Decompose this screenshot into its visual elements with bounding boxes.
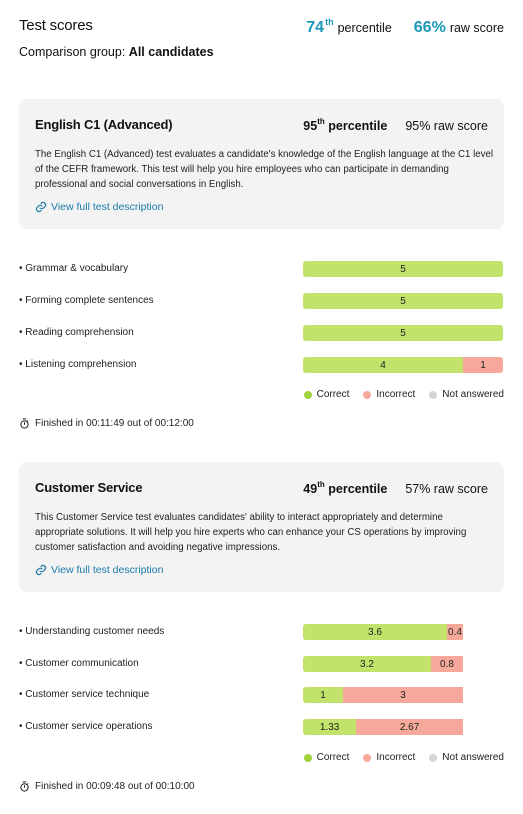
view-test-description-link[interactable] xyxy=(35,201,163,213)
skill-label: • Forming complete sentences xyxy=(19,295,154,306)
comparison-group xyxy=(19,45,214,59)
correct-dot-icon xyxy=(304,391,312,399)
test-percentile-suffix: th xyxy=(317,117,325,126)
skill-score-bar xyxy=(303,357,503,373)
test-percentile-value: 49 xyxy=(303,482,318,496)
skill-label: • Customer communication xyxy=(19,658,139,669)
skill-label: • Customer service technique xyxy=(19,689,150,700)
skill-row xyxy=(19,687,504,703)
test-description: The English C1 (Advanced) test evaluates a candidate's knowledge of the English language at the C1 level of the CEFR framework. This test will help you hire employees who can participate in demanding professional and social conversations in English. xyxy=(35,149,493,190)
skill-row xyxy=(19,719,504,735)
incorrect-segment: 2.67 xyxy=(356,719,463,735)
skill-score-bar xyxy=(303,624,503,640)
test-percentile xyxy=(303,117,387,133)
skill-row xyxy=(19,293,504,309)
overall-raw-label: raw score xyxy=(449,21,504,35)
legend-not-answered: Not answered xyxy=(429,752,504,763)
test-scores xyxy=(303,117,488,133)
correct-segment: 5 xyxy=(303,261,503,277)
test-percentile-label: percentile xyxy=(328,119,388,133)
overall-raw-score xyxy=(414,19,504,37)
incorrect-segment: 0.4 xyxy=(447,624,463,640)
skill-row xyxy=(19,656,504,672)
test-percentile-suffix: th xyxy=(317,480,325,489)
test-scores-header xyxy=(19,0,504,70)
skill-score-bar xyxy=(303,656,503,672)
test-raw-score: 57% raw score xyxy=(405,482,488,496)
finished-time xyxy=(19,418,194,429)
test-raw-score: 95% raw score xyxy=(405,119,488,133)
skill-score-bar xyxy=(303,261,503,277)
overall-percentile xyxy=(306,17,392,37)
view-test-description-link[interactable] xyxy=(35,564,163,576)
test-percentile-value: 95 xyxy=(303,119,318,133)
correct-segment: 4 xyxy=(303,357,463,373)
correct-segment: 3.6 xyxy=(303,624,447,640)
incorrect-segment: 1 xyxy=(463,357,503,373)
incorrect-segment: 0.8 xyxy=(431,656,463,672)
incorrect-dot-icon xyxy=(363,754,371,762)
legend-incorrect: Incorrect xyxy=(363,389,415,400)
skill-label: • Reading comprehension xyxy=(19,327,134,338)
skill-score-bar xyxy=(303,719,503,735)
not-answered-dot-icon xyxy=(429,391,437,399)
test-description: This Customer Service test evaluates candidates' ability to interact appropriately and determine appropriate solutions. It will help you hire experts who can enhance your CS operations by improving customer satisfaction and avoiding negative impressions. xyxy=(35,512,467,553)
incorrect-dot-icon xyxy=(363,391,371,399)
correct-segment: 1 xyxy=(303,687,343,703)
test-title: Customer Service xyxy=(35,480,143,495)
page-title: Test scores xyxy=(19,17,93,34)
comparison-label: Comparison group: xyxy=(19,45,126,59)
score-legend xyxy=(304,752,504,763)
not-answered-dot-icon xyxy=(429,754,437,762)
finished-time-text: Finished in 00:09:48 out of 00:10:00 xyxy=(35,781,195,792)
skill-score-bar xyxy=(303,293,503,309)
link-icon xyxy=(35,201,47,213)
correct-segment: 1.33 xyxy=(303,719,356,735)
skill-score-bar xyxy=(303,687,503,703)
overall-scores xyxy=(306,17,504,37)
stopwatch-icon xyxy=(19,781,30,792)
skill-label: • Listening comprehension xyxy=(19,359,137,370)
finished-time xyxy=(19,781,195,792)
correct-segment: 5 xyxy=(303,325,503,341)
test-section-english xyxy=(19,99,504,439)
overall-percentile-value: 74 xyxy=(306,19,325,36)
skill-row xyxy=(19,261,504,277)
test-scores xyxy=(303,480,488,496)
finished-time-text: Finished in 00:11:49 out of 00:12:00 xyxy=(35,418,194,429)
score-legend xyxy=(304,389,504,400)
legend-correct: Correct xyxy=(304,389,350,400)
view-test-description-label: View full test description xyxy=(51,201,164,213)
correct-segment: 5 xyxy=(303,293,503,309)
comparison-value: All candidates xyxy=(128,45,214,59)
test-card xyxy=(19,99,504,229)
legend-not-answered: Not answered xyxy=(429,389,504,400)
incorrect-segment: 3 xyxy=(343,687,463,703)
skill-label: • Grammar & vocabulary xyxy=(19,263,129,274)
test-percentile-label: percentile xyxy=(328,482,388,496)
correct-dot-icon xyxy=(304,754,312,762)
test-title: English C1 (Advanced) xyxy=(35,117,173,132)
skill-score-bar xyxy=(303,325,503,341)
test-percentile xyxy=(303,480,387,496)
link-icon xyxy=(35,564,47,576)
stopwatch-icon xyxy=(19,418,30,429)
skill-row xyxy=(19,357,504,373)
overall-percentile-suffix: th xyxy=(325,17,334,27)
skill-row xyxy=(19,624,504,640)
correct-segment: 3.2 xyxy=(303,656,431,672)
skill-label: • Understanding customer needs xyxy=(19,626,165,637)
overall-percentile-label: percentile xyxy=(337,21,392,35)
legend-incorrect: Incorrect xyxy=(363,752,415,763)
skill-label: • Customer service operations xyxy=(19,721,153,732)
legend-correct: Correct xyxy=(304,752,350,763)
test-section-customer-service xyxy=(19,462,504,802)
view-test-description-label: View full test description xyxy=(51,564,164,576)
skill-row xyxy=(19,325,504,341)
test-card xyxy=(19,462,504,592)
overall-raw-value: 66% xyxy=(413,19,446,36)
